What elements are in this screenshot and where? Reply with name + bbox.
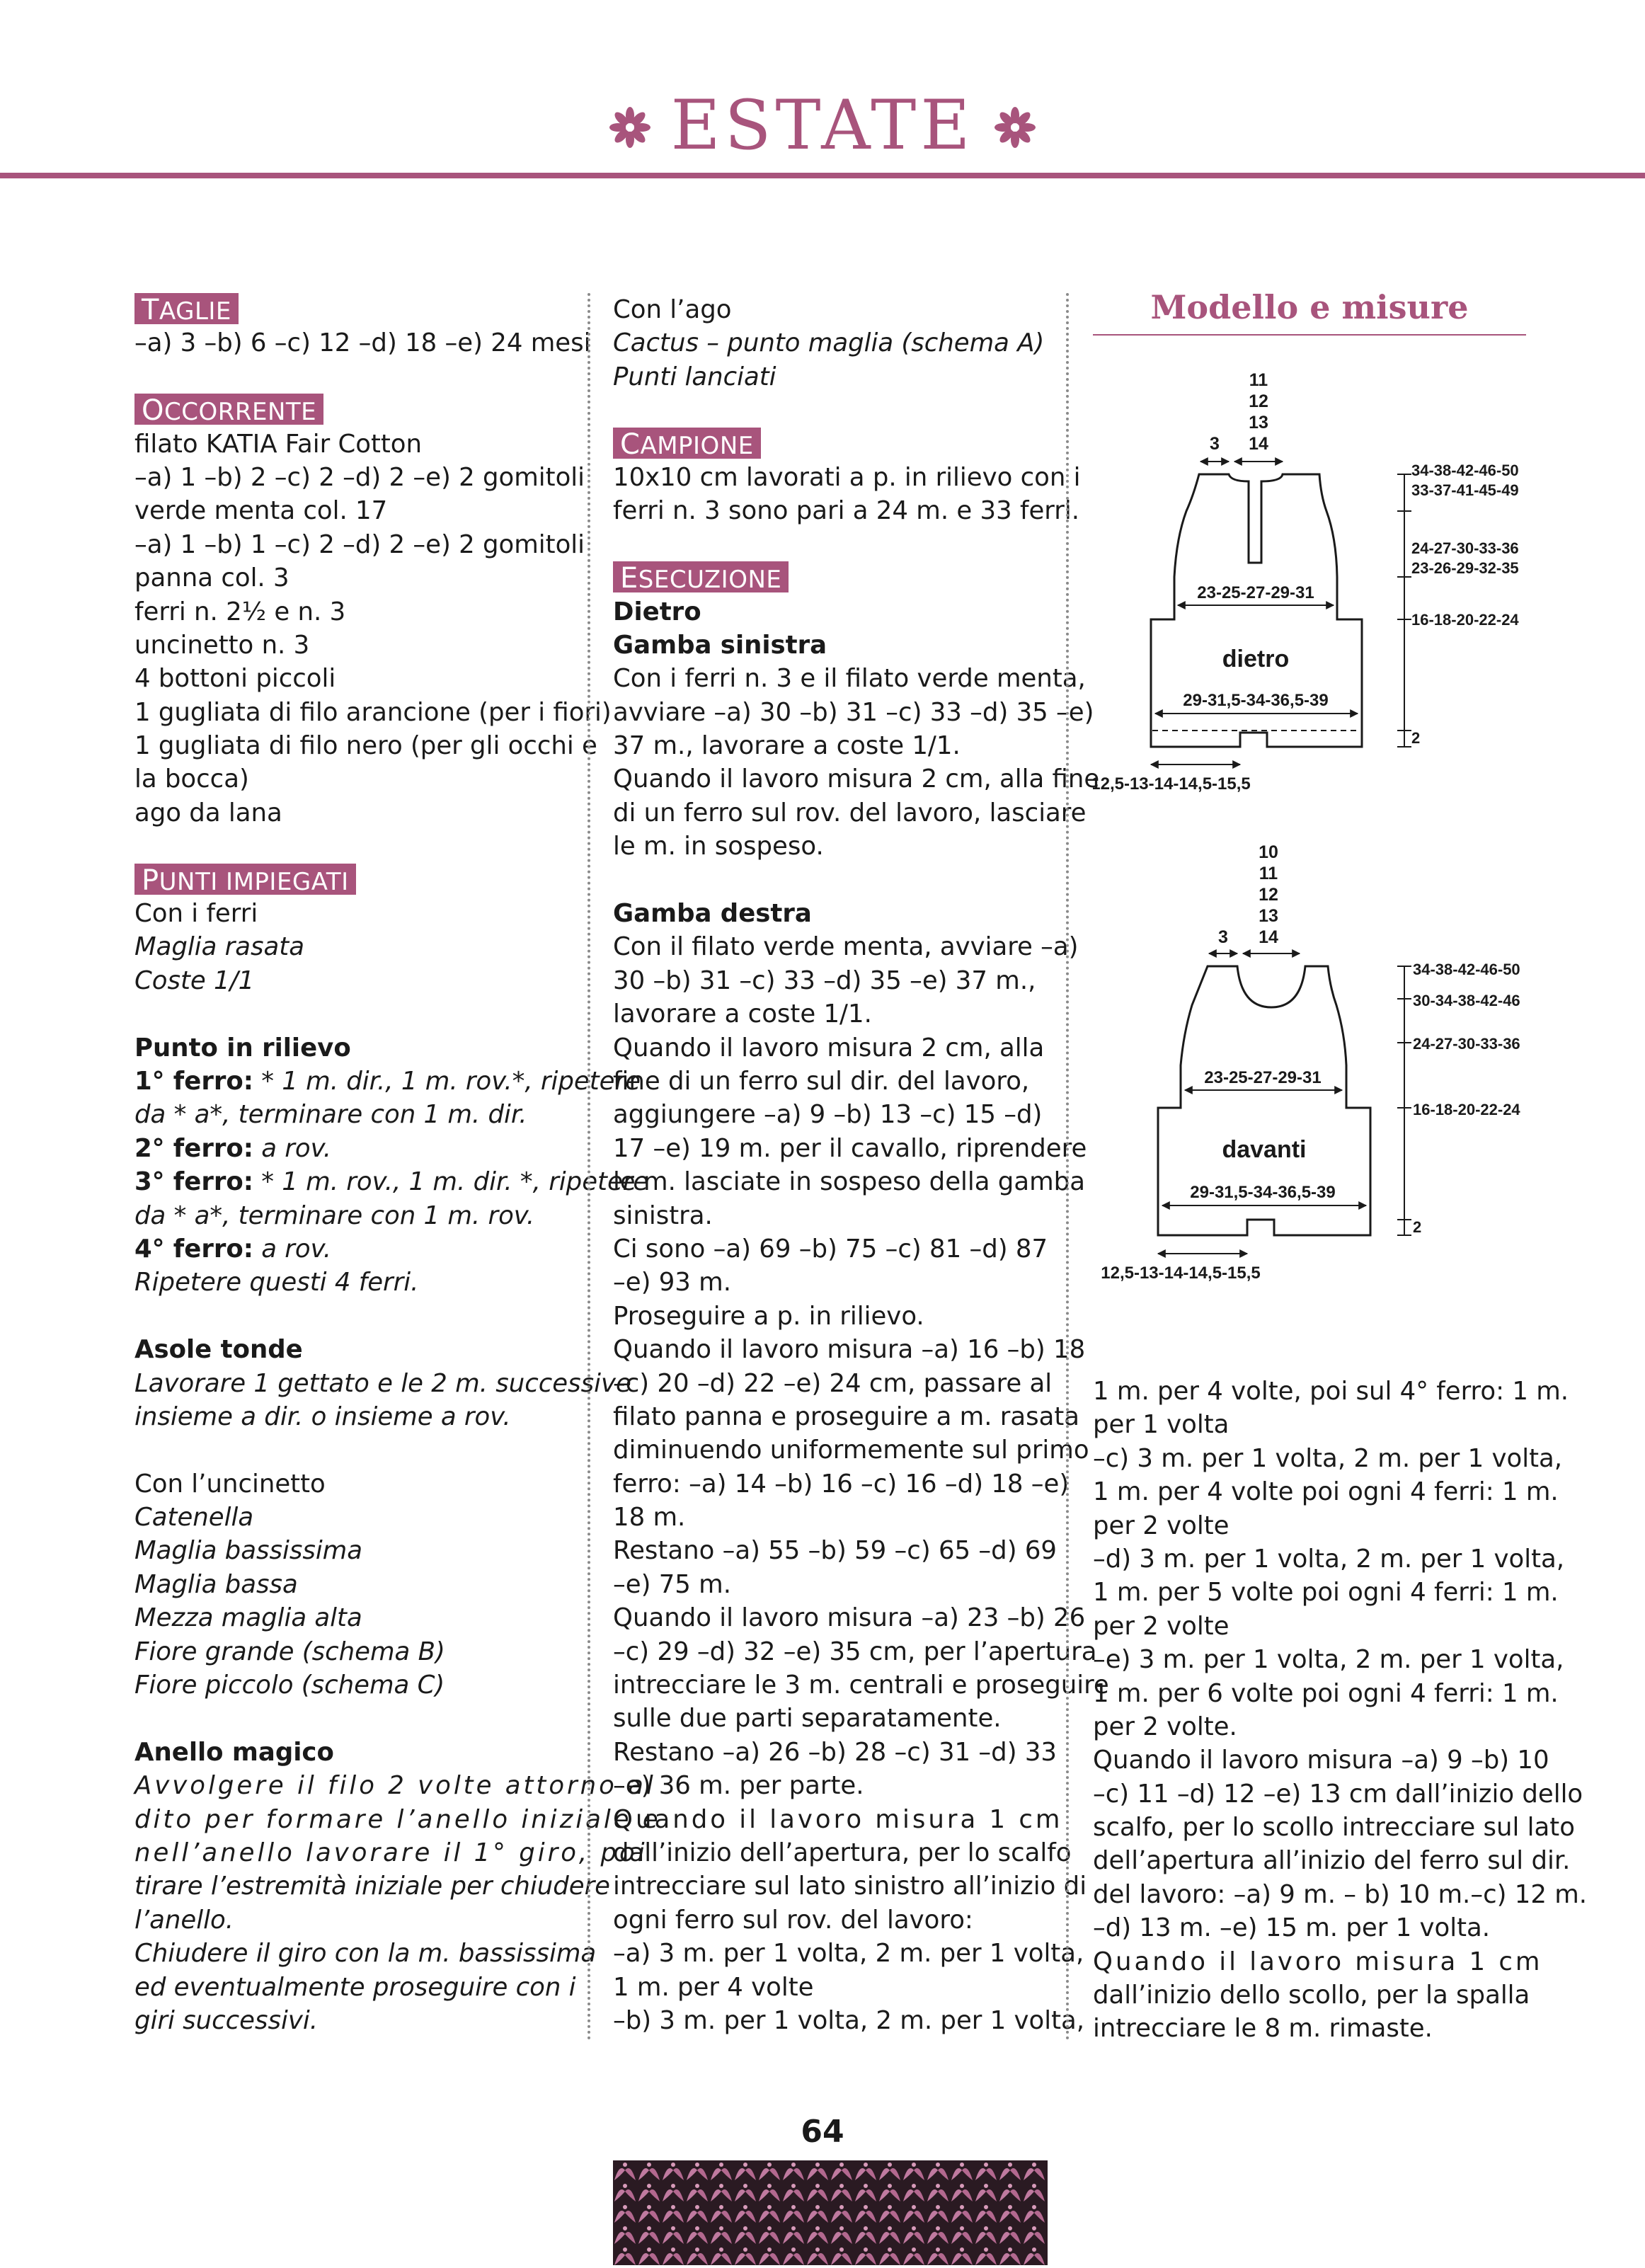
campione-text: ferri n. 3 sono pari a 24 m. e 33 ferri. (613, 496, 1080, 526)
instruction-line: intrecciare le 3 m. centrali e proseguire (613, 1671, 1109, 1700)
instruction-line: diminuendo uniformemente sul primo (613, 1436, 1089, 1465)
asole-text: insieme a dir. o insieme a rov. (134, 1402, 511, 1431)
chest-measure: 23-25-27-29-31 (1197, 583, 1314, 602)
size-label: 13 (1249, 413, 1268, 433)
subheading-gamba-destra: Gamba destra (613, 899, 812, 929)
instruction-line: Quando il lavoro misura –a) 9 –b) 10 (1093, 1746, 1549, 1775)
chest-measure: 23-25-27-29-31 (1204, 1068, 1322, 1087)
height-measure: 2 (1411, 729, 1421, 747)
instruction-line: sulle due parti separatamente. (613, 1704, 1002, 1734)
height-measure: 30-34-38-42-46 (1413, 992, 1520, 1009)
stitch-item: Catenella (134, 1503, 254, 1533)
anello-text: tirare l’estremità iniziale per chiudere (134, 1872, 611, 1901)
instruction-line: –e) 36 m. per parte. (613, 1771, 864, 1801)
occorrente-line: panna col. 3 (134, 563, 290, 593)
campione-text: 10x10 cm lavorati a p. in rilievo con i (613, 462, 1081, 492)
instruction-line: 17 –e) 19 m. per il cavallo, riprendere (613, 1133, 1087, 1163)
instruction-line: Ci sono –a) 69 –b) 75 –c) 81 –d) 87 (613, 1234, 1048, 1264)
instruction-line: ogni ferro sul rov. del lavoro: (613, 1905, 973, 1935)
instruction-line: Con il filato verde menta, avviare –a) (613, 932, 1079, 962)
occorrente-line: uncinetto n. 3 (134, 630, 310, 660)
row-label: 4° ferro: (134, 1234, 253, 1264)
row-label: 2° ferro: (134, 1133, 253, 1163)
instruction-line: le m. in sospeso. (613, 832, 824, 861)
instruction-line: Proseguire a p. in rilievo. (613, 1301, 924, 1331)
size-label: 14 (1249, 434, 1268, 454)
row-text: da * a*, terminare con 1 m. dir. (134, 1100, 527, 1130)
knit-swatch-image (613, 2160, 1048, 2265)
instruction-line: Quando il lavoro misura –a) 16 –b) 18 (613, 1335, 1086, 1365)
occorrente-line: ago da lana (134, 798, 282, 827)
section-heading-occorrente: OCCORRENTE (134, 394, 323, 425)
ripetere-text: Ripetere questi 4 ferri. (134, 1268, 419, 1298)
instruction-line: 1 m. per 4 volte poi ogni 4 ferri: 1 m. (1093, 1477, 1559, 1507)
size-label: 12 (1249, 391, 1268, 411)
instruction-line: 1 m. per 5 volte poi ogni 4 ferri: 1 m. (1093, 1578, 1559, 1608)
instruction-line: del lavoro: –a) 9 m. – b) 10 m.–c) 12 m. (1093, 1879, 1588, 1909)
taglie-text: –a) 3 –b) 6 –c) 12 –d) 18 –e) 24 mesi (134, 328, 591, 358)
leg-measure: 12,5-13-14-14,5-15,5 (1101, 1264, 1261, 1283)
instruction-line: 1 m. per 4 volte (613, 1972, 814, 2002)
page-header (0, 86, 1645, 170)
stitch-item: Maglia bassissima (134, 1536, 363, 1566)
instruction-line: per 2 volte (1093, 1511, 1230, 1540)
anello-text: ed eventualmente proseguire con i (134, 1972, 576, 2002)
instruction-line: –e) 93 m. (613, 1268, 732, 1298)
height-measure: 2 (1413, 1218, 1422, 1236)
instruction-line: –a) 3 m. per 1 volta, 2 m. per 1 volta, (613, 1939, 1084, 1969)
instruction-line: –c) 20 –d) 22 –e) 24 cm, passare al (613, 1368, 1053, 1398)
instruction-line: –b) 3 m. per 1 volta, 2 m. per 1 volta, (613, 2005, 1085, 2035)
hip-measure: 29-31,5-34-36,5-39 (1183, 691, 1329, 710)
size-label: 11 (1249, 370, 1268, 390)
instruction-line: per 1 volta (1093, 1410, 1230, 1440)
stitch-item: Cactus – punto maglia (schema A) (613, 328, 1045, 358)
shoulder-label: 3 (1210, 434, 1220, 454)
instruction-line: dall’inizio dell’apertura, per lo scalfo (613, 1838, 1072, 1867)
row-label: 1° ferro: (134, 1066, 253, 1096)
occorrente-line: verde menta col. 17 (134, 496, 388, 526)
instruction-line: per 2 volte. (1093, 1712, 1237, 1741)
section-heading-campione: CAMPIONE (613, 428, 761, 459)
column-2 (613, 293, 1109, 2037)
stitch-item: Mezza maglia alta (134, 1603, 362, 1633)
stitch-item: Punti lanciati (613, 362, 776, 391)
occorrente-line: 1 gugliata di filo nero (per gli occhi e (134, 731, 597, 761)
instruction-line: Quando il lavoro misura 2 cm, alla (613, 1033, 1045, 1063)
height-measure: 33-37-41-45-49 (1411, 481, 1519, 499)
diagram-title-rule (1093, 334, 1526, 336)
row-text: * 1 m. rov., 1 m. dir. *, ripetere (253, 1167, 649, 1197)
column-separator (1066, 293, 1069, 2041)
stitch-item: Maglia bassa (134, 1569, 298, 1599)
instruction-line: dall’inizio dello scollo, per la spalla (1093, 1981, 1530, 2010)
instruction-line: sinistra. (613, 1201, 713, 1230)
row-label: 3° ferro: (134, 1167, 253, 1197)
flower-icon (994, 86, 1036, 164)
instruction-line: dell’apertura all’inizio del ferro sul dir. (1093, 1846, 1571, 1876)
anello-text: nell’anello lavorare il 1° giro, poi (134, 1838, 648, 1867)
row-text: da * a*, terminare con 1 m. rov. (134, 1201, 535, 1230)
height-measure: 24-27-30-33-36 (1411, 539, 1519, 557)
subheading-con-ago: Con l’ago (613, 295, 732, 324)
section-heading-esecuzione: ESECUZIONE (613, 561, 789, 592)
instruction-line: –e) 75 m. (613, 1569, 732, 1599)
size-label: 10 (1259, 842, 1278, 862)
header-rule (0, 173, 1645, 178)
instruction-line: –e) 3 m. per 1 volta, 2 m. per 1 volta, (1093, 1645, 1564, 1675)
anello-text: giri successivi. (134, 2005, 319, 2035)
instruction-line: 18 m. (613, 1503, 686, 1533)
row-text: a rov. (253, 1133, 331, 1163)
leg-measure: 12,5-13-14-14,5-15,5 (1093, 774, 1251, 794)
height-measure: 16-18-20-22-24 (1413, 1101, 1520, 1118)
subheading-asole: Asole tonde (134, 1335, 303, 1365)
size-label: 12 (1259, 885, 1278, 905)
occorrente-line: la bocca) (134, 764, 249, 794)
instruction-line: Restano –a) 55 –b) 59 –c) 65 –d) 69 (613, 1536, 1058, 1566)
instruction-line: Quando il lavoro misura 1 cm (1093, 1947, 1543, 1976)
height-measure: 16-18-20-22-24 (1411, 611, 1519, 629)
column-3 (1093, 1375, 1588, 2046)
diagram-front (1093, 832, 1526, 1292)
occorrente-line: 4 bottoni piccoli (134, 664, 336, 694)
instruction-line: –c) 11 –d) 12 –e) 13 cm dall’inizio dello (1093, 1779, 1583, 1809)
instruction-line: lavorare a coste 1/1. (613, 1000, 872, 1029)
anello-text: dito per formare l’anello iniziale e (134, 1804, 661, 1834)
height-measure: 34-38-42-46-50 (1413, 961, 1520, 978)
instruction-line: –d) 13 m. –e) 15 m. per 1 volta. (1093, 1913, 1491, 1943)
subheading-con-ferri: Con i ferri (134, 899, 258, 929)
occorrente-line: 1 gugliata di filo arancione (per i fiori) (134, 697, 612, 727)
anello-text: l’anello. (134, 1905, 234, 1935)
height-measure: 24-27-30-33-36 (1413, 1035, 1520, 1053)
page-number: 64 (801, 2114, 844, 2150)
instruction-line: fine di un ferro sul dir. del lavoro, (613, 1066, 1030, 1096)
piece-label: dietro (1222, 646, 1290, 672)
instruction-line: 30 –b) 31 –c) 33 –d) 35 –e) 37 m., (613, 966, 1036, 995)
instruction-line: ferro: –a) 14 –b) 16 –c) 16 –d) 18 –e) (613, 1469, 1070, 1499)
piece-label: davanti (1222, 1136, 1307, 1163)
subheading-anello: Anello magico (134, 1737, 334, 1767)
instruction-line: aggiungere –a) 9 –b) 13 –c) 15 –d) (613, 1100, 1043, 1130)
height-measure: 34-38-42-46-50 (1411, 462, 1519, 479)
instruction-line: scalfo, per lo scollo intrecciare sul lato (1093, 1813, 1575, 1843)
instruction-line: intrecciare le 8 m. rimaste. (1093, 2014, 1433, 2044)
anello-text: Chiudere il giro con la m. bassissima (134, 1939, 597, 1969)
instruction-line: Quando il lavoro misura 1 cm (613, 1804, 1063, 1834)
instruction-line: 1 m. per 4 volte, poi sul 4° ferro: 1 m. (1093, 1377, 1569, 1406)
size-label: 11 (1259, 864, 1278, 883)
stitch-item: Coste 1/1 (134, 966, 255, 995)
height-measure: 23-26-29-32-35 (1411, 559, 1519, 577)
column-separator (588, 293, 590, 2041)
subheading-con-uncinetto: Con l’uncinetto (134, 1469, 326, 1499)
subheading-gamba-sinistra: Gamba sinistra (613, 630, 827, 660)
hip-measure: 29-31,5-34-36,5-39 (1190, 1183, 1336, 1202)
instruction-line: intrecciare sul lato sinistro all’inizio di (613, 1872, 1087, 1901)
section-heading-taglie: TAGLIE (134, 293, 239, 324)
instruction-line: –c) 29 –d) 32 –e) 35 cm, per l’apertura (613, 1637, 1097, 1666)
flower-icon (609, 86, 651, 164)
size-label: 13 (1259, 906, 1278, 926)
stitch-item: Maglia rasata (134, 932, 304, 962)
instruction-line: 37 m., lavorare a coste 1/1. (613, 731, 961, 761)
diagram-title: Modello e misure (1150, 288, 1469, 326)
row-text: a rov. (253, 1234, 331, 1264)
page-title: ESTATE (670, 86, 975, 165)
instruction-line: Quando il lavoro misura 2 cm, alla fine (613, 764, 1100, 794)
section-heading-punti: PUNTI IMPIEGATI (134, 864, 356, 895)
shoulder-label: 3 (1218, 927, 1228, 947)
anello-text: Avvolgere il filo 2 volte attorno al (134, 1771, 656, 1801)
instruction-line: le m. lasciate in sospeso della gamba (613, 1167, 1085, 1197)
size-label: 14 (1259, 927, 1278, 947)
asole-text: Lavorare 1 gettato e le 2 m. successive (134, 1368, 631, 1398)
row-text: * 1 m. dir., 1 m. rov.*, ripetere (253, 1066, 641, 1096)
stitch-item: Fiore grande (schema B) (134, 1637, 445, 1666)
instruction-line: filato panna e proseguire a m. rasata (613, 1402, 1080, 1431)
stitch-item: Fiore piccolo (schema C) (134, 1671, 445, 1700)
instruction-line: Quando il lavoro misura –a) 23 –b) 26 (613, 1603, 1086, 1633)
instruction-line: –c) 3 m. per 1 volta, 2 m. per 1 volta, (1093, 1443, 1563, 1473)
occorrente-line: filato KATIA Fair Cotton (134, 429, 423, 459)
instruction-line: di un ferro sul rov. del lavoro, lasciare (613, 798, 1087, 827)
subheading-punto-rilievo: Punto in rilievo (134, 1033, 351, 1063)
subheading-dietro: Dietro (613, 597, 701, 626)
instruction-line: –d) 3 m. per 1 volta, 2 m. per 1 volta, (1093, 1544, 1565, 1574)
instruction-line: avviare –a) 30 –b) 31 –c) 33 –d) 35 –e) (613, 697, 1094, 727)
instruction-line: per 2 volte (1093, 1611, 1230, 1641)
occorrente-line: ferri n. 2½ e n. 3 (134, 597, 346, 626)
instruction-line: Con i ferri n. 3 e il filato verde menta, (613, 664, 1086, 694)
instruction-line: Restano –a) 26 –b) 28 –c) 31 –d) 33 (613, 1737, 1058, 1767)
instruction-line: 1 m. per 6 volte poi ogni 4 ferri: 1 m. (1093, 1678, 1559, 1708)
occorrente-line: –a) 1 –b) 2 –c) 2 –d) 2 –e) 2 gomitoli (134, 462, 585, 492)
diagram-back (1093, 361, 1526, 814)
occorrente-line: –a) 1 –b) 1 –c) 2 –d) 2 –e) 2 gomitoli (134, 529, 585, 559)
